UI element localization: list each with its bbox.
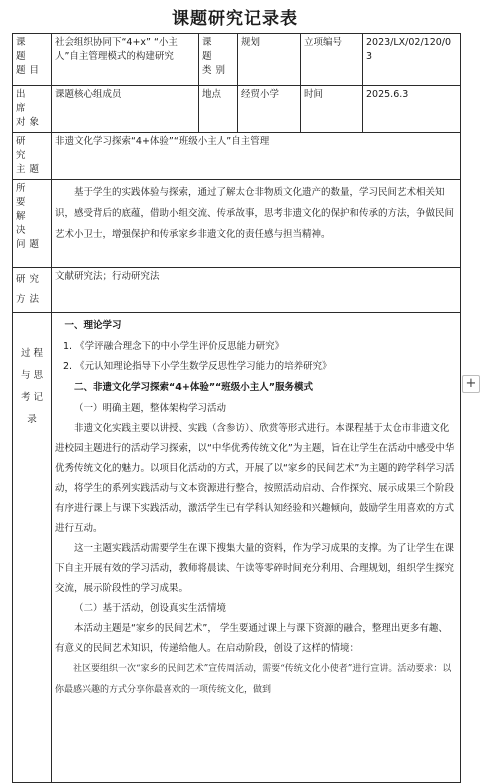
add-icon[interactable]: + xyxy=(462,375,480,393)
method-label: 研究 方法 xyxy=(13,268,52,313)
id-value[interactable]: 2023/LX/02/120/03 xyxy=(363,34,461,86)
time-label: 时间 xyxy=(301,86,363,133)
attendees-label: 出 席 对象 xyxy=(13,86,52,133)
place-value[interactable]: 经贸小学 xyxy=(238,86,301,133)
subsection1-title: （一）明确主题，整体架构学习活动 xyxy=(74,403,227,414)
row-topic xyxy=(13,34,461,86)
record-table xyxy=(12,33,461,783)
problem-value[interactable] xyxy=(52,180,461,268)
reference-item: 1. 《学评融合理念下的中小学生评价反思能力研究》 xyxy=(63,341,285,352)
topic-label: 课 题 题目 xyxy=(13,34,52,86)
row-problem xyxy=(13,180,461,268)
process-content[interactable] xyxy=(52,313,461,783)
attendees-value[interactable]: 课题核心组成员 xyxy=(52,86,199,133)
section2-title: 二、非遗文化学习探索“4+体验”“班级小主人”服务模式 xyxy=(74,382,314,393)
id-label: 立项编号 xyxy=(301,34,363,86)
method-value[interactable]: 文献研究法；行动研究法 xyxy=(52,268,461,313)
subsection1-paragraph: 非遗文化实践主要以讲授、实践（含参访）、欣赏等形式进行。本课程基于太仓市非遗文化进校园主题进行的活动学习探索，以“中华优秀传统文化”为主题，旨在让学生在活动中感受中华优秀传统文化的魅力。以项目化活动的方式，开展了以“家乡的民间艺术”为主题的跨学科学习活动，将学生的系列实践活动与文本资源进行整合，按照活动启动、合作探究、展示成果三个阶段有序进行课上与课下实践活动，激活学生已有学科认知经验和兴趣倾向，鼓励学生用喜欢的方式进行互动。 xyxy=(55,423,455,534)
category-label: 课 题 类别 xyxy=(199,34,238,86)
problem-label: 所 要 解 决 问题 xyxy=(13,180,52,268)
subsection1-paragraph2: 这一主题实践活动需要学生在课下搜集大量的资料，作为学习成果的支撑。为了让学生在课下自主开展有效的学习活动，教师将晨读、午读等零碎时间充分利用、合理规划，组织学生探究交流，展示阶段性的学习成果。 xyxy=(55,543,455,594)
page-title: 课题研究记录表 xyxy=(172,9,298,29)
category-value[interactable]: 规划 xyxy=(238,34,301,86)
row-attendees xyxy=(13,86,461,133)
theme-value[interactable]: 非遗文化学习探索“4+体验”“班级小主人”自主管理 xyxy=(52,133,461,180)
section1-title: 一、理论学习 xyxy=(64,320,122,331)
problem-paragraph: 基于学生的实践体验与探索，通过了解太仓非物质文化遗产的数量，学习民间艺术相关知识，感受背后的底蕴，借助小组交流、传承故事，思考非遗文化的保护和传承的方法，争做民间艺术小卫士，增强保护和传承家乡非遗文化的责任感与担当精神。 xyxy=(55,187,455,240)
place-label: 地点 xyxy=(199,86,238,133)
subsection2-quote: 社区要组织一次“家乡的民间艺术”宣传周活动，需要“传统文化小使者”进行宣讲。活动要求：以你最感兴趣的方式分享你最喜欢的一项传统文化，做到 xyxy=(55,664,452,695)
subsection2-title: （二）基于活动，创设真实生活情境 xyxy=(74,603,227,614)
row-process xyxy=(13,313,461,783)
theme-label: 研 究 主题 xyxy=(13,133,52,180)
reference-item: 2. 《元认知理论指导下小学生数学反思性学习能力的培养研究》 xyxy=(63,361,332,372)
row-method xyxy=(13,268,461,313)
topic-value[interactable]: 社会组织协同下“4+x” “小主人”自主管理模式的构建研究 xyxy=(52,34,199,86)
time-value[interactable]: 2025.6.3 xyxy=(363,86,461,133)
process-label: 过 程 与 思 考 记 录 xyxy=(13,313,52,783)
row-theme xyxy=(13,133,461,180)
subsection2-paragraph: 本活动主题是“家乡的民间艺术”， 学生要通过课上与课下资源的融合，整理出更多有趣、有意义的民间艺术知识，传递给他人。在启动阶段，创设了这样的情境： xyxy=(55,623,448,654)
